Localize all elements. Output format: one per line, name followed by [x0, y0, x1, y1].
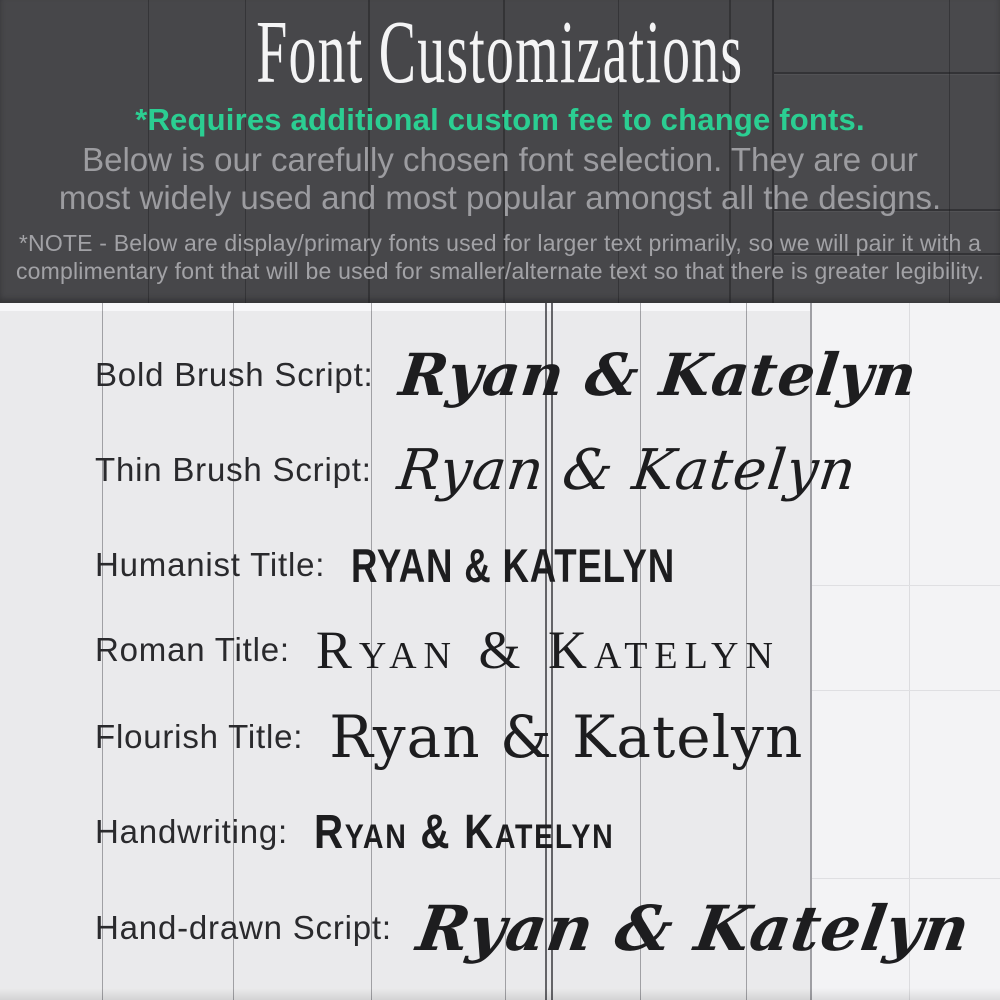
header-panel	[0, 0, 1000, 303]
fee-note: *Requires additional custom fee to change fonts.	[135, 102, 865, 137]
note-text	[0, 229, 1000, 285]
font-style-label: Roman Title:	[95, 631, 290, 668]
font-style-label: Hand-drawn Script:	[95, 909, 392, 946]
font-style-label: Bold Brush Script:	[95, 356, 374, 393]
description-text	[0, 141, 1000, 217]
name-sample-humanist-title: RYAN & KATELYN	[351, 538, 676, 592]
font-sample-row	[95, 868, 976, 988]
name-sample-handwriting: Ryan & Katelyn	[314, 805, 615, 859]
bottom-shadow	[0, 988, 1000, 1000]
name-sample-flourish-title: Ryan & Katelyn	[329, 703, 804, 771]
font-style-label: Humanist Title:	[95, 546, 326, 583]
name-sample-thin-brush-script: Ryan & Katelyn	[393, 437, 860, 503]
name-sample-hand-drawn-script: Ryan & Katelyn	[412, 891, 976, 965]
font-style-label: Flourish Title:	[95, 718, 304, 755]
door-seam	[812, 690, 1000, 691]
door-seam	[812, 585, 1000, 586]
description-line-2: most widely used and most popular amongst all the designs.	[58, 179, 942, 216]
note-line-2: complimentary font that will be used for smaller/alternate text so that there is greater legibility.	[15, 258, 985, 284]
note-line-1: *NOTE - Below are display/primary fonts used for larger text primarily, so we will pair it with a	[18, 230, 982, 256]
font-style-label: Handwriting:	[95, 813, 289, 850]
name-sample-bold-brush-script: Ryan & Katelyn	[395, 341, 921, 409]
page-title: Font Customizations	[256, 3, 744, 102]
font-style-label: Thin Brush Script:	[95, 451, 372, 488]
description-line-1: Below is our carefully chosen font selection. They are our	[82, 141, 918, 178]
name-sample-roman-title: Ryan & Katelyn	[315, 620, 780, 680]
